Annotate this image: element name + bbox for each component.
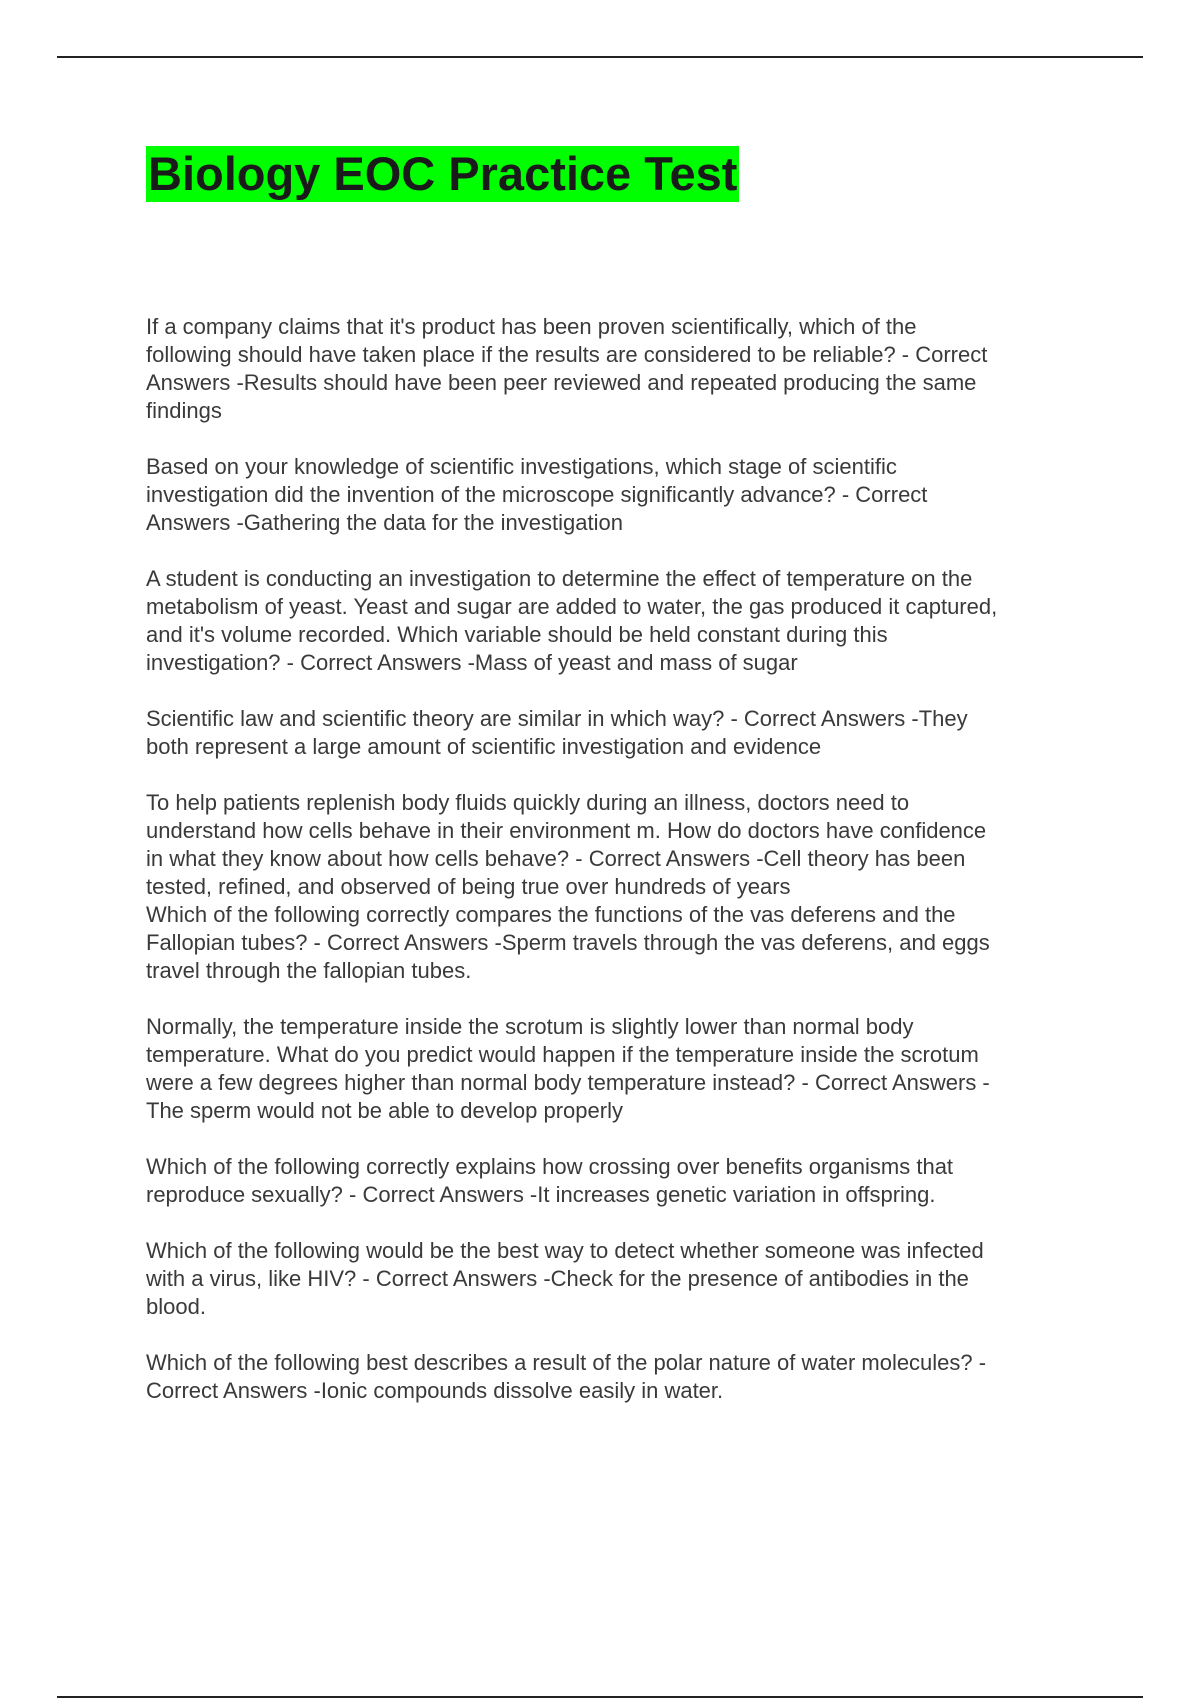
question-answer-list [146, 313, 1086, 1433]
header-rule [57, 56, 1143, 58]
qa-entry-6: Which of the following correctly compares the functions of the vas deferens and the Fallopian tubes? - Correct Answers -Sperm travels through the vas deferens, and eggs travel through the fallopian tubes. [146, 902, 990, 983]
qa-entry-9: Which of the following would be the best way to detect whether someone was infected with a virus, like HIV? - Correct Answers -Check for the presence of antibodies in the blood. [146, 1238, 984, 1319]
page-title: Biology EOC Practice Test [148, 147, 738, 200]
footer-rule [57, 1696, 1143, 1698]
qa-entry-5: To help patients replenish body fluids quickly during an illness, doctors need to understand how cells behave in their environment m. How do doctors have confidence in what they know about how cells behave? - Correct Answers -Cell theory has been tested, refined, and observed of being true over hundreds of years [146, 790, 987, 899]
qa-entry-3: A student is conducting an investigation to determine the effect of temperature on the metabolism of yeast. Yeast and sugar are added to water, the gas produced it captured, and it's volume recorded. Which variable should be held constant during this investigation? - Correct Answers -Mass of yeast and mass of sugar [146, 566, 998, 675]
qa-entry-7: Normally, the temperature inside the scrotum is slightly lower than normal body temperature. What do you predict would happen if the temperature inside the scrotum were a few degrees higher than normal body temperature instead? - Correct Answers - The sperm would not be able to develop properly [146, 1014, 990, 1123]
qa-entry-2: Based on your knowledge of scientific investigations, which stage of scientific investigation did the invention of the microscope significantly advance? - Correct Answers -Gathering the data for the investigation [146, 454, 928, 535]
qa-entry-4: Scientific law and scientific theory are similar in which way? - Correct Answers -They both represent a large amount of scientific investigation and evidence [146, 706, 968, 759]
qa-entry-8: Which of the following correctly explains how crossing over benefits organisms that reproduce sexually? - Correct Answers -It increases genetic variation in offspring. [146, 1154, 954, 1207]
qa-entry-1: If a company claims that it's product has been proven scientifically, which of the following should have taken place if the results are considered to be reliable? - Correct Answers -Results should have been peer reviewed and repeated producing the same findings [146, 314, 988, 423]
qa-entry-10: Which of the following best describes a result of the polar nature of water molecules? - Correct Answers -Ionic compounds dissolve easily in water. [146, 1350, 987, 1403]
